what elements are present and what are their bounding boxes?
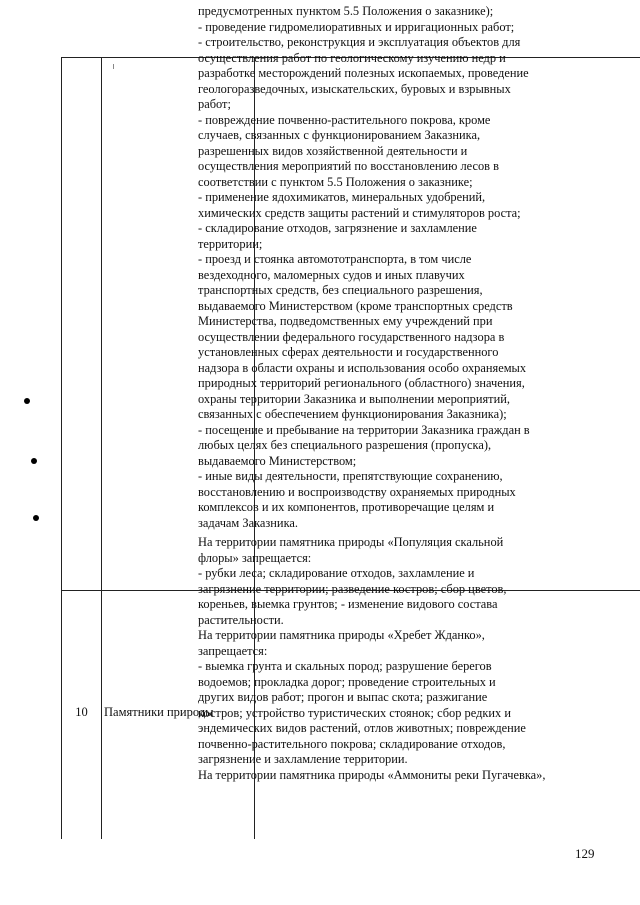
text-line: других видов работ; прогон и выпас скота; разжигание [198, 690, 488, 704]
text-line: разработке месторождений полезных ископаемых, проведение [198, 66, 529, 80]
row-10-restrictions-text [198, 535, 572, 783]
text-line: работ; [198, 97, 231, 111]
text-line: химических средств защиты растений и стимуляторов роста; [198, 205, 521, 220]
text-line: выдаваемого Министерством; [198, 453, 357, 468]
punch-hole-mark [31, 458, 37, 464]
text-line: флоры» запрещается: [198, 550, 312, 565]
text-line: осуществления мероприятий по восстановлению лесов в [198, 159, 499, 173]
text-line: соответствии с пунктом 5.5 Положения о заказнике; [198, 174, 473, 189]
column-divider [101, 58, 102, 839]
text-line: задачам Заказника. [198, 515, 298, 530]
text-line: выдаваемого Министерством (кроме транспортных средств [198, 298, 513, 313]
text-line: почвенно-растительного покрова; складирование отходов, [198, 736, 506, 751]
text-line: надзора в области охраны и использования особо охраняемых [198, 360, 527, 375]
text-line: связанных с обеспечением функционирования Заказника); [198, 407, 507, 421]
text-line: - повреждение почвенно-растительного покрова, кроме [198, 112, 491, 127]
text-line: - применение ядохимикатов, минеральных удобрений, [198, 190, 486, 204]
text-line: восстановлению и воспроизводству охраняемых природных [198, 484, 516, 499]
text-line: охраны территории Заказника и выполнении мероприятий, [198, 391, 510, 406]
text-line: - иные виды деятельности, препятствующие сохранению, [198, 469, 503, 483]
row-category-name: Памятники природы [104, 705, 214, 719]
text-line: разрешенных видов хозяйственной деятельности и [198, 143, 468, 158]
text-line: - посещение и пребывание на территории Заказника граждан в [198, 422, 530, 437]
punch-hole-mark [24, 398, 30, 404]
text-line: вездеходного, маломерных судов и иных плавучих [198, 267, 465, 282]
text-line: водоемов; прокладка дорог; проведение строительных и [198, 674, 496, 689]
text-line: предусмотренных пунктом 5.5 Положения о заказнике); [198, 4, 494, 18]
text-line: эндемических видов растений, отлов животных; повреждение [198, 721, 526, 735]
text-line: транспортных средств, без специального разрешения, [198, 283, 483, 297]
page-number: 129 [575, 846, 595, 861]
text-line: осуществлении федерального государственного надзора в [198, 329, 505, 344]
text-line: комплексов и их компонентов, противоречащие целям и [198, 500, 495, 514]
text-line: территории; [198, 236, 263, 251]
text-line: установленных сферах деятельности и государственного [198, 345, 499, 359]
text-line: растительности. [198, 612, 284, 627]
text-line: На территории памятника природы «Популяция скальной [198, 535, 504, 549]
text-line: геологоразведочных, изыскательских, буровых и взрывных [198, 81, 511, 96]
row-number: 10 [75, 705, 88, 719]
text-line: природных территорий регионального (областного) значения, [198, 376, 525, 390]
punch-hole-mark [33, 515, 39, 521]
text-line: - строительство, реконструкция и эксплуатация объектов для [198, 35, 521, 49]
text-line: На территории памятника природы «Аммониты реки Пугачевка», [198, 767, 546, 782]
text-line: осуществления работ по геологическому изучению недр и [198, 50, 506, 65]
text-line: Министерства, подведомственных ему учреждений при [198, 314, 493, 328]
top-row-restrictions-text [198, 4, 572, 531]
scan-artifact-mark [113, 64, 114, 69]
text-line: - выемка грунта и скальных пород; разрушение берегов [198, 659, 492, 673]
text-line: костров; устройство туристических стоянок; сбор редких и [198, 705, 511, 720]
text-line: кореньев, выемка грунтов; - изменение видового состава [198, 597, 498, 611]
text-line: загрязнение территории; разведение костров; сбор цветов, [198, 581, 507, 596]
text-line: - рубки леса; складирование отходов, захламление и [198, 566, 475, 580]
text-line: - проведение гидромелиоративных и ирригационных работ; [198, 19, 515, 34]
text-line: На территории памятника природы «Хребет Жданко», [198, 628, 485, 642]
text-line: запрещается: [198, 643, 268, 658]
text-line: случаев, связанных с функционированием Заказника, [198, 128, 481, 142]
text-line: - складирование отходов, загрязнение и захламление [198, 221, 477, 235]
text-line: загрязнение и захламление территории. [198, 752, 408, 766]
text-line: - проезд и стоянка автомототранспорта, в том числе [198, 252, 472, 266]
text-line: любых целях без специального разрешения (пропуска), [198, 438, 492, 452]
